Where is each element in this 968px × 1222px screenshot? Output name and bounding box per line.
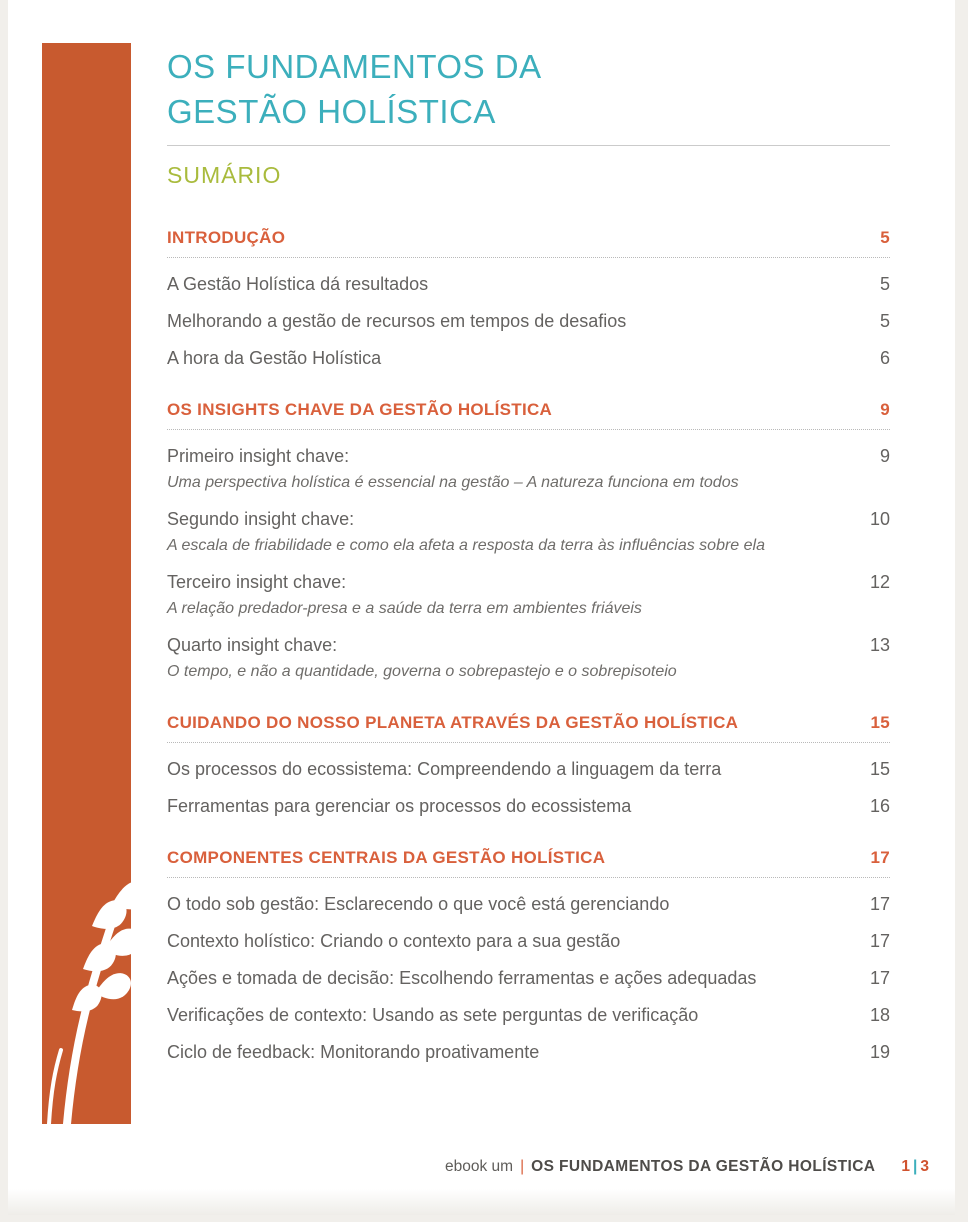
wheat-sprig-icon xyxy=(42,872,131,1124)
toc-item[interactable] xyxy=(167,930,890,952)
toc-section-header[interactable] xyxy=(167,227,890,258)
toc-item-label: Verificações de contexto: Usando as sete perguntas de verificação xyxy=(167,1005,699,1025)
toc-item-label: Ferramentas para gerenciar os processos do ecossistema xyxy=(167,796,632,816)
toc-section-introducao xyxy=(167,227,890,369)
toc-item-page: 13 xyxy=(869,635,890,655)
page-title-line1: OS FUNDAMENTOS DA xyxy=(167,48,542,85)
toc-section-page: 17 xyxy=(870,848,890,867)
toc-item-label: Primeiro insight chave: xyxy=(167,446,350,466)
toc-section-title: COMPONENTES CENTRAIS DA GESTÃO HOLÍSTICA xyxy=(167,848,606,867)
toc-item[interactable] xyxy=(167,1004,890,1026)
toc-item-label: Os processos do ecossistema: Compreendendo a linguagem da terra xyxy=(167,759,722,779)
toc-page-content xyxy=(167,44,890,1063)
toc-section-page: 15 xyxy=(870,713,890,732)
toc-item[interactable] xyxy=(167,967,890,989)
toc-item-page: 18 xyxy=(869,1005,890,1025)
toc-item[interactable] xyxy=(167,634,890,656)
toc-item[interactable] xyxy=(167,310,890,332)
toc-item-label: A Gestão Holística dá resultados xyxy=(167,274,429,294)
toc-item-page: 15 xyxy=(869,759,890,779)
toc-item[interactable] xyxy=(167,445,890,467)
toc-section-page: 9 xyxy=(880,400,890,419)
toc-item-page: 6 xyxy=(879,348,890,368)
toc-item-page: 19 xyxy=(869,1042,890,1062)
toc-item-label: Segundo insight chave: xyxy=(167,509,355,529)
toc-item[interactable] xyxy=(167,508,890,530)
toc-item-subtitle: O tempo, e não a quantidade, governa o sobrepastejo e o sobrepisoteio xyxy=(167,663,677,680)
table-of-contents xyxy=(167,227,890,1063)
toc-section-page: 5 xyxy=(880,228,890,247)
toc-section-header[interactable] xyxy=(167,399,890,430)
toc-section-componentes xyxy=(167,847,890,1063)
footer-book-title: OS FUNDAMENTOS DA GESTÃO HOLÍSTICA xyxy=(531,1158,876,1175)
toc-item-label: A hora da Gestão Holística xyxy=(167,348,382,368)
toc-item[interactable] xyxy=(167,571,890,593)
toc-item[interactable] xyxy=(167,1041,890,1063)
footer-page-current: 1 xyxy=(901,1158,912,1175)
toc-item-label: Ciclo de feedback: Monitorando proativamente xyxy=(167,1042,540,1062)
footer-page-total: 3 xyxy=(920,1158,930,1175)
footer-page-numbers xyxy=(901,1158,930,1176)
toc-section-header[interactable] xyxy=(167,712,890,743)
toc-item-page: 16 xyxy=(869,796,890,816)
toc-item-subtitle: A relação predador-presa e a saúde da terra em ambientes friáveis xyxy=(167,600,642,617)
footer-page-separator: | xyxy=(913,1158,919,1175)
toc-section-insights xyxy=(167,399,890,682)
toc-section-title: OS INSIGHTS CHAVE DA GESTÃO HOLÍSTICA xyxy=(167,400,553,419)
toc-item-subtitle: A escala de friabilidade e como ela afeta a resposta da terra às influências sobre ela xyxy=(167,537,765,554)
toc-item[interactable] xyxy=(167,758,890,780)
page-title-line2: GESTÃO HOLÍSTICA xyxy=(167,93,496,130)
toc-item-subtitle: Uma perspectiva holística é essencial na gestão – A natureza funciona em todos xyxy=(167,474,739,491)
toc-item-page: 5 xyxy=(879,274,890,294)
toc-section-title: CUIDANDO DO NOSSO PLANETA ATRAVÉS DA GESTÃO HOLÍSTICA xyxy=(167,713,739,732)
toc-item-label: Melhorando a gestão de recursos em tempos de desafios xyxy=(167,311,627,331)
toc-item-label: Quarto insight chave: xyxy=(167,635,338,655)
toc-item-page: 5 xyxy=(879,311,890,331)
toc-item-label: Terceiro insight chave: xyxy=(167,572,347,592)
accent-bar xyxy=(42,43,131,1124)
page-footer xyxy=(445,1158,930,1176)
toc-item[interactable] xyxy=(167,273,890,295)
toc-section-title: INTRODUÇÃO xyxy=(167,228,286,247)
toc-item-page: 12 xyxy=(869,572,890,592)
summary-heading: SUMÁRIO xyxy=(167,162,282,188)
footer-separator: | xyxy=(520,1158,525,1175)
toc-item-label: Ações e tomada de decisão: Escolhendo ferramentas e ações adequadas xyxy=(167,968,757,988)
toc-item-page: 17 xyxy=(869,931,890,951)
page-title xyxy=(167,44,890,134)
toc-section-header[interactable] xyxy=(167,847,890,878)
toc-item-page: 17 xyxy=(869,968,890,988)
toc-item[interactable] xyxy=(167,347,890,369)
toc-item-page: 9 xyxy=(879,446,890,466)
toc-item[interactable] xyxy=(167,795,890,817)
toc-section-cuidando xyxy=(167,712,890,817)
footer-ebook-label: ebook um xyxy=(445,1158,514,1175)
title-divider xyxy=(167,145,890,146)
toc-item-page: 10 xyxy=(869,509,890,529)
toc-item-label: O todo sob gestão: Esclarecendo o que você está gerenciando xyxy=(167,894,670,914)
toc-item-page: 17 xyxy=(869,894,890,914)
toc-item[interactable] xyxy=(167,893,890,915)
toc-item-label: Contexto holístico: Criando o contexto para a sua gestão xyxy=(167,931,621,951)
